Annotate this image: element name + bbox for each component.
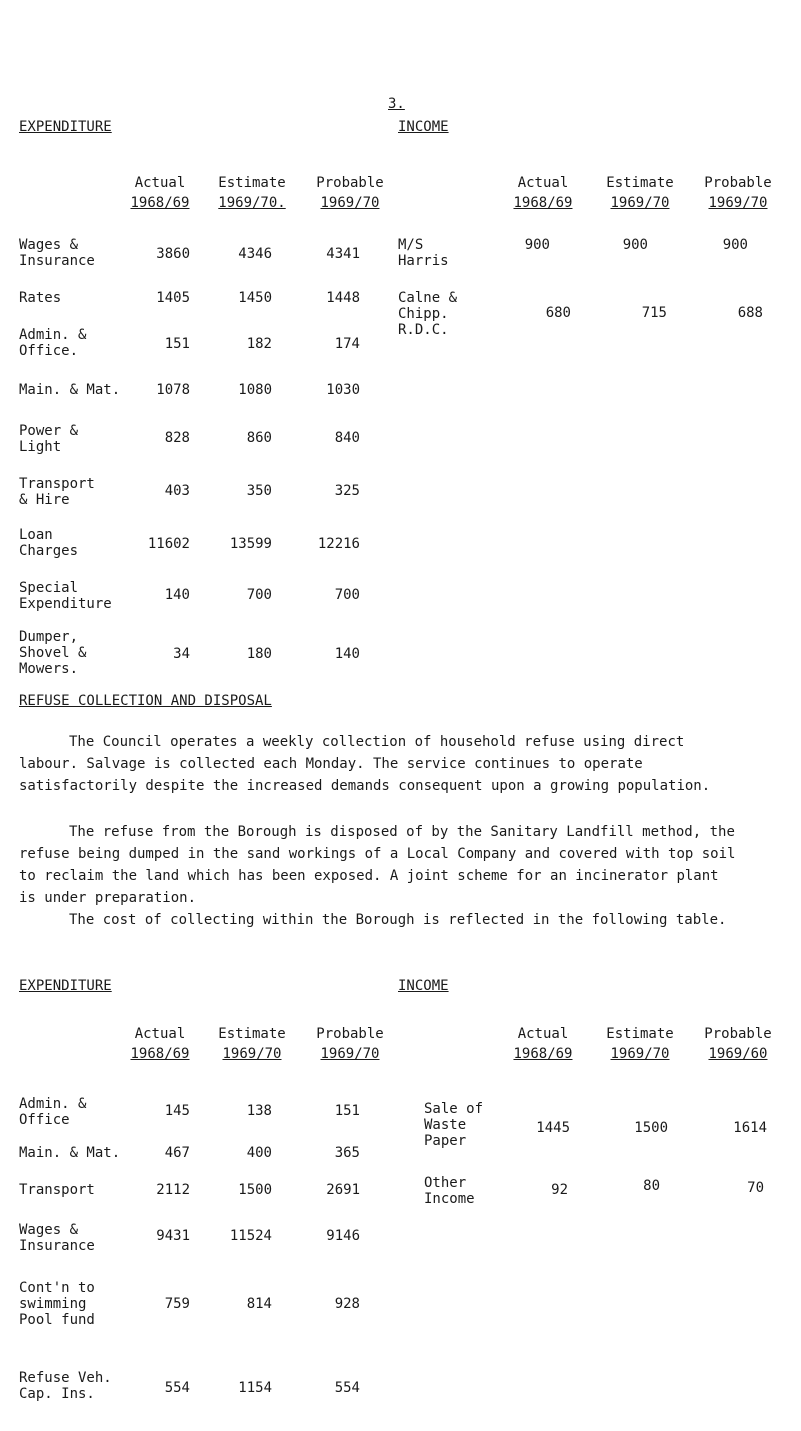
exp-value: 365 [334,1145,360,1161]
exp-value: 1448 [326,290,360,306]
inc-col-year-estimate: 1969/70 [610,1046,670,1062]
exp-value: 182 [246,336,272,352]
exp-row-label: Power & Light [19,423,79,455]
exp-row-label: Cont'n to swimming Pool fund [19,1280,95,1328]
exp-value: 3860 [156,246,190,262]
exp-row-label: Main. & Mat. [19,382,121,398]
inc-value: 680 [545,305,571,321]
exp-value: 4346 [238,246,272,262]
exp-value: 1078 [156,382,190,398]
inc-col-header-probable: Probable [704,1026,772,1042]
inc-col-header-actual: Actual [517,175,569,191]
exp-value: 174 [334,336,360,352]
exp-value: 145 [164,1103,190,1119]
inc-col-year-actual: 1968/69 [513,195,573,211]
exp-row-label: Admin. & Office. [19,327,87,359]
exp-col-header-actual: Actual [134,175,186,191]
exp-row-label: Refuse Veh. Cap. Ins. [19,1370,112,1402]
inc-value: 900 [524,237,550,253]
exp-value: 9431 [156,1228,190,1244]
exp-value: 1500 [238,1182,272,1198]
exp-col-header-estimate: Estimate [218,175,286,191]
income-heading: INCOME [398,978,449,994]
exp-value: 759 [164,1296,190,1312]
exp-value: 2691 [326,1182,360,1198]
inc-value: 1614 [733,1120,767,1136]
exp-value: 860 [246,430,272,446]
exp-row-label: Dumper, Shovel & Mowers. [19,629,87,677]
exp-value: 2112 [156,1182,190,1198]
expenditure-heading: EXPENDITURE [19,978,112,994]
inc-value: 900 [622,237,648,253]
exp-value: 180 [246,646,272,662]
exp-value: 700 [246,587,272,603]
inc-value: 80 [643,1178,660,1194]
exp-row-label: Transport & Hire [19,476,95,508]
exp-col-year-actual: 1968/69 [130,1046,190,1062]
inc-col-year-estimate: 1969/70 [610,195,670,211]
exp-value: 151 [164,336,190,352]
exp-value: 13599 [229,536,272,552]
exp-row-label: Transport [19,1182,95,1198]
inc-col-year-probable: 1969/60 [708,1046,768,1062]
exp-value: 1080 [238,382,272,398]
exp-value: 828 [164,430,190,446]
inc-col-year-actual: 1968/69 [513,1046,573,1062]
inc-value: 688 [737,305,763,321]
inc-value: 70 [747,1180,764,1196]
exp-value: 814 [246,1296,272,1312]
exp-value: 11602 [147,536,190,552]
exp-row-label: Special Expenditure [19,580,112,612]
inc-value: 1445 [536,1120,570,1136]
page-number: 3. [388,96,405,112]
income-heading: INCOME [398,119,449,135]
inc-col-header-probable: Probable [704,175,772,191]
exp-value: 9146 [326,1228,360,1244]
exp-row-label: Main. & Mat. [19,1145,121,1161]
inc-value: 715 [641,305,667,321]
inc-row-label: Calne & Chipp. R.D.C. [398,290,458,338]
inc-col-year-probable: 1969/70 [708,195,768,211]
exp-value: 140 [334,646,360,662]
exp-value: 151 [334,1103,360,1119]
inc-row-label: M/S Harris [398,237,449,269]
exp-value: 34 [173,646,190,662]
exp-row-label: Wages & Insurance [19,237,95,269]
exp-col-header-probable: Probable [316,175,384,191]
inc-col-header-actual: Actual [517,1026,569,1042]
exp-col-year-estimate: 1969/70. [218,195,286,211]
inc-col-header-estimate: Estimate [606,175,674,191]
exp-value: 138 [246,1103,272,1119]
inc-col-header-estimate: Estimate [606,1026,674,1042]
exp-value: 400 [246,1145,272,1161]
exp-value: 1405 [156,290,190,306]
exp-value: 1450 [238,290,272,306]
exp-value: 403 [164,483,190,499]
exp-col-year-actual: 1968/69 [130,195,190,211]
exp-value: 1030 [326,382,360,398]
exp-row-label: Wages & Insurance [19,1222,95,1254]
exp-value: 11524 [229,1228,272,1244]
exp-value: 350 [246,483,272,499]
exp-value: 140 [164,587,190,603]
inc-value: 1500 [634,1120,668,1136]
paragraph: The cost of collecting within the Borough is reflected in the following table. [69,912,727,928]
exp-row-label: Rates [19,290,62,306]
exp-value: 467 [164,1145,190,1161]
inc-row-label: Other Income [424,1175,475,1207]
exp-value: 4341 [326,246,360,262]
exp-value: 12216 [317,536,360,552]
exp-col-year-probable: 1969/70 [320,195,380,211]
exp-row-label: Loan Charges [19,527,79,559]
inc-value: 900 [722,237,748,253]
exp-row-label: Admin. & Office [19,1096,87,1128]
exp-col-header-probable: Probable [316,1026,384,1042]
exp-col-header-actual: Actual [134,1026,186,1042]
exp-col-year-probable: 1969/70 [320,1046,380,1062]
section-heading: REFUSE COLLECTION AND DISPOSAL [19,693,272,709]
inc-row-label: Sale of Waste Paper [424,1101,484,1149]
exp-value: 700 [334,587,360,603]
exp-value: 554 [334,1380,360,1396]
expenditure-heading: EXPENDITURE [19,119,112,135]
exp-value: 554 [164,1380,190,1396]
exp-value: 1154 [238,1380,272,1396]
exp-col-year-estimate: 1969/70 [222,1046,282,1062]
exp-value: 325 [334,483,360,499]
exp-col-header-estimate: Estimate [218,1026,286,1042]
paragraph: The refuse from the Borough is disposed of by the Sanitary Landfill method, the refuse being dumped in the sand workings of a Local Company and covered with top soil to reclaim the land which has been exposed. A joint scheme for an incinerator plant is under preparation. [19,824,736,906]
exp-value: 928 [334,1296,360,1312]
exp-value: 840 [334,430,360,446]
inc-value: 92 [551,1182,568,1198]
paragraph: The Council operates a weekly collection of household refuse using direct labour. Salvage is collected each Monday. The service continues to operate satisfactorily despite the increased demands consequent upon a growing population. [19,734,711,794]
